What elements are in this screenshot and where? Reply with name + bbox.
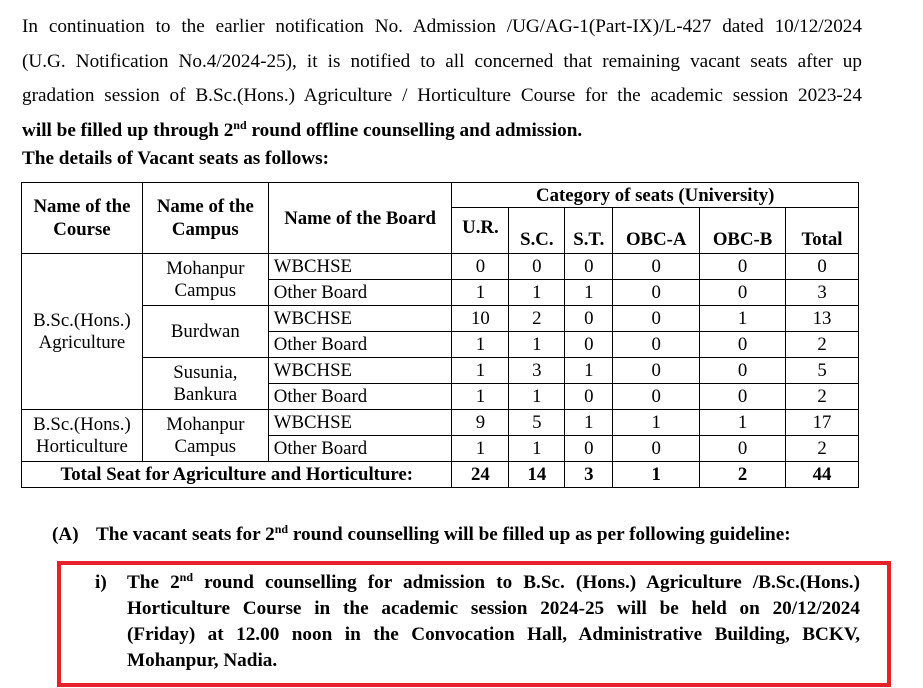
item-number: i) [95, 572, 107, 593]
st-cell: 1 [565, 358, 613, 384]
obca-cell: 1 [613, 410, 700, 436]
obcb-cell: 0 [700, 332, 786, 358]
total-cell: 2 [786, 332, 859, 358]
ur-cell: 10 [452, 306, 509, 332]
total-cell: 2 [786, 384, 859, 410]
course-cell: B.Sc.(Hons.) Horticulture [22, 410, 143, 462]
board-cell: Other Board [268, 332, 452, 358]
total-obca: 1 [613, 462, 700, 488]
table-row [22, 410, 859, 436]
obcb-cell: 0 [700, 436, 786, 462]
board-cell: WBCHSE [268, 254, 452, 280]
total-sc: 14 [509, 462, 565, 488]
sc-cell: 1 [509, 384, 565, 410]
obcb-cell: 1 [700, 306, 786, 332]
header-st: S.T. [565, 208, 613, 254]
vacant-seats-table [21, 182, 859, 488]
item-line: Horticulture Course in the academic session 2024-25 will be held on 20/12/2024 [127, 598, 860, 619]
total-cell: 17 [786, 410, 859, 436]
campus-cell: Susunia, Bankura [142, 358, 268, 410]
ur-cell: 1 [452, 358, 509, 384]
campus-cell: Burdwan [142, 306, 268, 358]
details-heading: The details of Vacant seats as follows: [22, 148, 330, 169]
obca-cell: 0 [613, 280, 700, 306]
ur-cell: 1 [452, 436, 509, 462]
notice-line: In continuation to the earlier notification No. Admission /UG/AG-1(Part-IX)/L-427 dated 10/12/2024 [22, 16, 862, 37]
board-cell: Other Board [268, 280, 452, 306]
notice-line-bold: will be filled up through 2nd round offline counselling and admission. [22, 117, 583, 141]
table-row [22, 358, 859, 384]
st-cell: 0 [565, 332, 613, 358]
board-cell: WBCHSE [268, 410, 452, 436]
obca-cell: 0 [613, 436, 700, 462]
table-row [22, 306, 859, 332]
guideline-heading: (A) The vacant seats for 2nd round counselling will be filled up as per following guideline: [52, 522, 791, 545]
obca-cell: 0 [613, 254, 700, 280]
header-ur: U.R. [452, 208, 509, 254]
obcb-cell: 0 [700, 358, 786, 384]
item-line: Mohanpur, Nadia. [127, 650, 278, 671]
board-cell: Other Board [268, 436, 452, 462]
obcb-cell: 0 [700, 384, 786, 410]
item-text [127, 570, 860, 674]
obca-cell: 0 [613, 358, 700, 384]
course-cell: B.Sc.(Hons.) Agriculture [22, 254, 143, 410]
total-obcb: 2 [700, 462, 786, 488]
total-cell: 5 [786, 358, 859, 384]
total-st: 3 [565, 462, 613, 488]
ur-cell: 9 [452, 410, 509, 436]
totals-row [22, 462, 859, 488]
sc-cell: 3 [509, 358, 565, 384]
obcb-cell: 1 [700, 410, 786, 436]
st-cell: 1 [565, 280, 613, 306]
header-board: Name of the Board [268, 183, 452, 254]
obca-cell: 0 [613, 384, 700, 410]
total-ur: 24 [452, 462, 509, 488]
sc-cell: 1 [509, 436, 565, 462]
header-obcb: OBC-B [700, 208, 786, 254]
item-line: The 2nd round counselling for admission to B.Sc. (Hons.) Agriculture /B.Sc.(Hons.) [127, 570, 860, 593]
campus-cell: Mohanpur Campus [142, 254, 268, 306]
board-cell: WBCHSE [268, 306, 452, 332]
ur-cell: 1 [452, 332, 509, 358]
st-cell: 0 [565, 384, 613, 410]
obca-cell: 0 [613, 306, 700, 332]
obcb-cell: 0 [700, 254, 786, 280]
sc-cell: 5 [509, 410, 565, 436]
guideline-label: (A) [52, 524, 79, 545]
notice-line: gradation session of B.Sc.(Hons.) Agriculture / Horticulture Course for the academic session 2023-24 [22, 85, 862, 106]
header-category: Category of seats (University) [452, 183, 859, 208]
header-obca: OBC-A [613, 208, 700, 254]
st-cell: 0 [565, 436, 613, 462]
total-cell: 0 [786, 254, 859, 280]
total-label: Total Seat for Agriculture and Horticulture: [22, 462, 452, 488]
notice-paragraph [22, 10, 862, 148]
ur-cell: 0 [452, 254, 509, 280]
st-cell: 0 [565, 306, 613, 332]
sc-cell: 2 [509, 306, 565, 332]
st-cell: 1 [565, 410, 613, 436]
header-total: Total [786, 208, 859, 254]
header-campus: Name of the Campus [142, 183, 268, 254]
ur-cell: 1 [452, 384, 509, 410]
total-all: 44 [786, 462, 859, 488]
campus-cell: Mohanpur Campus [142, 410, 268, 462]
total-cell: 2 [786, 436, 859, 462]
sc-cell: 1 [509, 332, 565, 358]
notice-line: (U.G. Notification No.4/2024-25), it is notified to all concerned that remaining vacant seats after up [22, 50, 862, 72]
header-course: Name of the Course [22, 183, 143, 254]
obcb-cell: 0 [700, 280, 786, 306]
board-cell: Other Board [268, 384, 452, 410]
total-cell: 13 [786, 306, 859, 332]
obca-cell: 0 [613, 332, 700, 358]
total-cell: 3 [786, 280, 859, 306]
board-cell: WBCHSE [268, 358, 452, 384]
table-row [22, 254, 859, 280]
sc-cell: 0 [509, 254, 565, 280]
header-sc: S.C. [509, 208, 565, 254]
st-cell: 0 [565, 254, 613, 280]
item-line: (Friday) at 12.00 noon in the Convocation Hall, Administrative Building, BCKV, [127, 624, 860, 645]
sc-cell: 1 [509, 280, 565, 306]
ur-cell: 1 [452, 280, 509, 306]
